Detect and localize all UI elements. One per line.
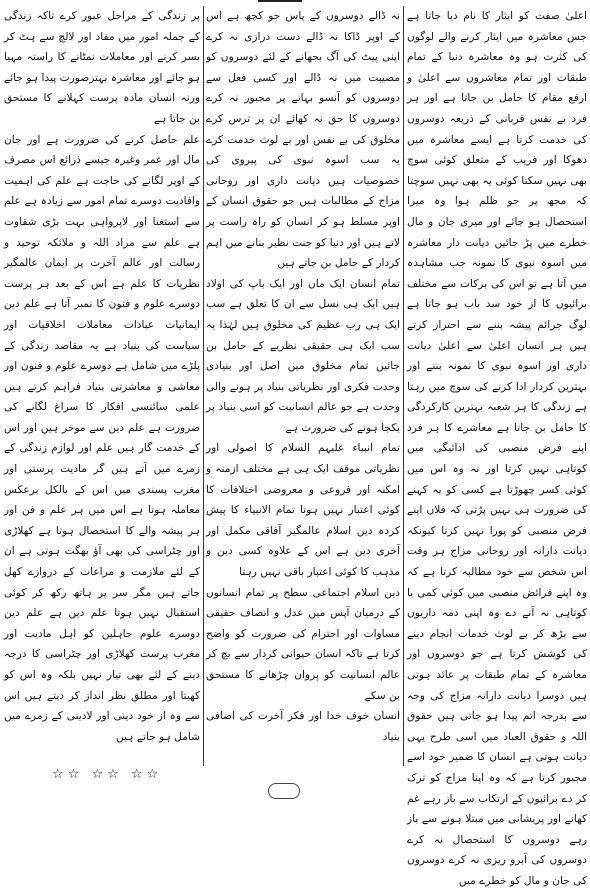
column-right [407,6,587,887]
column-middle [206,6,400,774]
page-number-badge [268,783,300,799]
paragraph: پر زندگی کے مراحل عبور کرے تاکہ زندگی کے جملہ امور میں مفاد اور لالچ سے ہٹ کر بسر کرنے اور معاملات نمٹانے کا راستہ مہیا ہو جائے اور معاشرہ بہترصورت پیدا ہو جائے ورنہ انسان مادہ پرست کہلانے کا مستحق بن جاتا ہے [4,10,200,125]
column-divider [403,6,404,766]
paragraph: علم حاصل کرنے کی ضرورت ہے اور جان مال اور عمر وغیرہ جیسے ذرائع اس مصرف کے اوپر لگانے کی حاجت ہے علم کی اہمیت وافادیت دوسرے تمام امور سے زیادہ ہے علم سے استغنا اور لاپرواہی بہت بڑی شقاوت ہے علم سے مراد اللہ و ملائکہ توحید و رسالت اور عالم آخرت پر ایمان عالمگیر نظریات کا علم ہے اس کے بعد ہر پرست دوسرے علوم و فنون کا نمبر آتا ہے علم دین ایمانیات عبادات معاملات اخلاقیات اور سیاست کی بنیاد ہے یہ مقاصد زندگی کے پلڑے میں شامل ہے دوسرے علوم و فنون اور معاشی و معاشرتی بنیاد فراہم کرتے ہیں علمی سائنسی افکار کا سراغ لگانے کی ضرورت ہے علم دین سے موخر ہیں اور اس کے خدمت گار ہیں علم اور لوازم زندگی کے زمرے میں آتے ہیں گر مادیت پرستی اور مغرب پسندی میں اس کے بالکل برعکس معاملہ ہوتا ہے اس میں ہر علم و فن اور ہر پیشہ والے کا استحصال ہوتا ہے کھلاڑی اور چٹراسی کی بھی آؤ بھگت ہوتی ہے ان کے لئے ملازمت و مراعات کے دروازے کھل جاتے ہیں مگر سر پر ہاتھ رکھ کر کوئی استقبال نہیں ہوتا علم دین ہے علم دین دوسرے علوم جاہلین کو اہل مادیت اور مغرب پرست کھلاڑی اور چٹراسی کا درجہ دینے کے لئے بھی تیار نہیں بلکہ وہ اس کو کھیتا اور مطلق نظر انداز کر دیتے ہیں اس سے وہ از خود دینی اور لادینی کے زمرے میں شامل ہو جاتے ہیں [4,133,200,743]
paragraph: اعلیٰ صفت کو ایثار کا نام دیا جاتا ہے جس معاشرہ میں ایثار کرنے والے لوگوں کی کثرت ہو وہ معاشرہ دنیا کے تمام طبقات اور تمام معاشروں سے اعلیٰ و ارفع مقام کا حامل بن جاتا ہے اور ہر فرد بے نفس قربانی کے ذریعہ دوسروں کی خدمت کرتا ہے ایسے معاشرہ میں دھوکا اور فریب کے متعلق کوئی سوچ بھی نہیں سکتا کوئی یہ بھی نہیں سوچتا کہ مجھ پر جو ظلم ہوا وہ میرا استحصال ہو جائے اور میری جان و مال خطرے میں پڑ جائیں دیانت دار معاشرہ میں اسوہ نبوی کا نمونہ جب مشاہدہ میں آتا ہے تو اس کی برکات سے مختلف برائیوں کا از خود سد باب ہو جاتا ہے لوگ جرائم پیشہ بننے سے احتراز کرتے ہیں ہر انسان اعلیٰ سے اعلیٰ دیانت داری اور اسوہ نبوی کا نمونہ بننے اور بہترین کردار ادا کرنے کی سوچ میں رہتا ہے زندگی کا ہر شعبہ بہترین کارکردگی کا حامل بن جاتا ہے معاشرے کا ہر فرد اپنے فرض منصبی کی ادائیگی میں کوتاہی نہیں کرتا اور نہ وہ اس میں کوئی کسر چھوڑتا ہے کسی کو یہ کہنے کی ضرورت ہی نہیں پڑتی کہ فلاں اپنے فرض منصبی کو پورا نہیں کرتا کیونکہ دیانت دارانہ اور روحانی مزاج ہر وقت اس شخص سے خود مطالبہ کرتا ہے کہ وہ اپنے فرائض منصبی میں کوئی کمی یا کوتاہی نہ آنے دے وہ اپنی ذمہ داریوں سے بڑھ کر بے لوث خدمات انجام دینے کی کوشش کرتا ہے جو دوسروں اور معاشرہ کے تمام طبقات پر عائد ہوتی ہیں دوسرا دیانت دارانہ مزاج کی وجہ سے بدرجہ اتم پیدا ہو جاتی ہیں حقوق اللہ و حقوق العباد میں اسی طرح یہی دیانت ہوتی ہے انسان کا ضمیر خود اسے مجبور کرتا ہے کہ وہ اپنا مزاج کو ترک کر دے برائیوں کے ارتکاب سے باز رہے غم کھانے اور پریشانی میں مبتلا ہونے سے باز رہے دوسروں کا استحصال نہ کرے دوسروں کی آبرو ریزی نہ کرے دوسروں کی جان و مال کو خطرے میں [407,10,587,887]
paragraph: انسان خوف خدا اور فکر آخرت کی اضافی بنیاد [206,710,400,743]
paragraph: تمام انبیاء علیہم السلام کا اصولی اور نظریاتی موقف ایک ہی ہے مختلف ازمنہ و امکنہ اور فروعی و معروضی اختلافات کا کوئی اعتبار نہیں ہوتا تمام الانبیاء کا پیش کردہ دین اسلام عالمگیر آفاقی مکمل اور آخری دین ہے اس کے علاوہ کسی دین و مذہب کا کوئی اعتبار باقی نہیں رہتا [206,442,400,579]
paragraph: نہ ڈالے دوسروں کے پاس جو کچھ ہے اس کے اوپر ڈاکا نہ ڈالے دست درازی نہ کرے اپنی پیٹ کی آگ بجھانے کے لئے دوسروں کو مصیبت میں نہ ڈالے اور کسی فعل سے دوسروں کو آنسو بہانے پر مجبور نہ کرے دوسروں کا حق نہ کھائے ان پر ترس کرے مخلوق کی بے نفس اور بے لوث خدمت کرے یہ سب اسوہ نبوی کی پیروی کی خصوصیات ہیں دیانت داری اور روحانی مزاج کے مطالبات ہیں جو حقوق انسان کے اوپر مسلط ہو کر انسان کو راہ راست پر لاتے ہیں اور دنیا کو جنت نظیر بنانے میں اہم کردار کے حامل بن جاتے ہیں [206,10,400,270]
column-left [4,6,200,774]
paragraph: تمام انسان ایک ماں اور ایک باپ کی اولاد ہیں ایک ہی نسل سے ان کا تعلق ہے سب ایک ہی رب عظیم کی مخلوق ہیں لہٰذا یہ سب ایک ہی حقیقی نظریے کے حامل بن جائیں تمام مخلوق میں اصل اور بنیادی وحدت فکری اور نظریاتی بنیاد پر ہونے والی وحدت ہے جو عالم انسانیت کو اسی بنیاد پر یکجا ہونے کی ضرورت ہے [206,277,400,434]
section-end-stars: ☆☆ ☆☆ ☆☆ [52,767,163,782]
header-rule [258,0,302,2]
column-divider [203,6,204,766]
paragraph: دین اسلام اجتماعی سطح پر تمام انسانوں کے درمیان آپس میں عدل و انصاف حقیقی مساوات اور احترام کی ضرورت کو واضح کرتا ہے تاکہ انسان حیوانی کردار سے بچ کر عالم انسانیت کو پروان چڑھانے کا مستحق بن سکے [206,586,400,702]
